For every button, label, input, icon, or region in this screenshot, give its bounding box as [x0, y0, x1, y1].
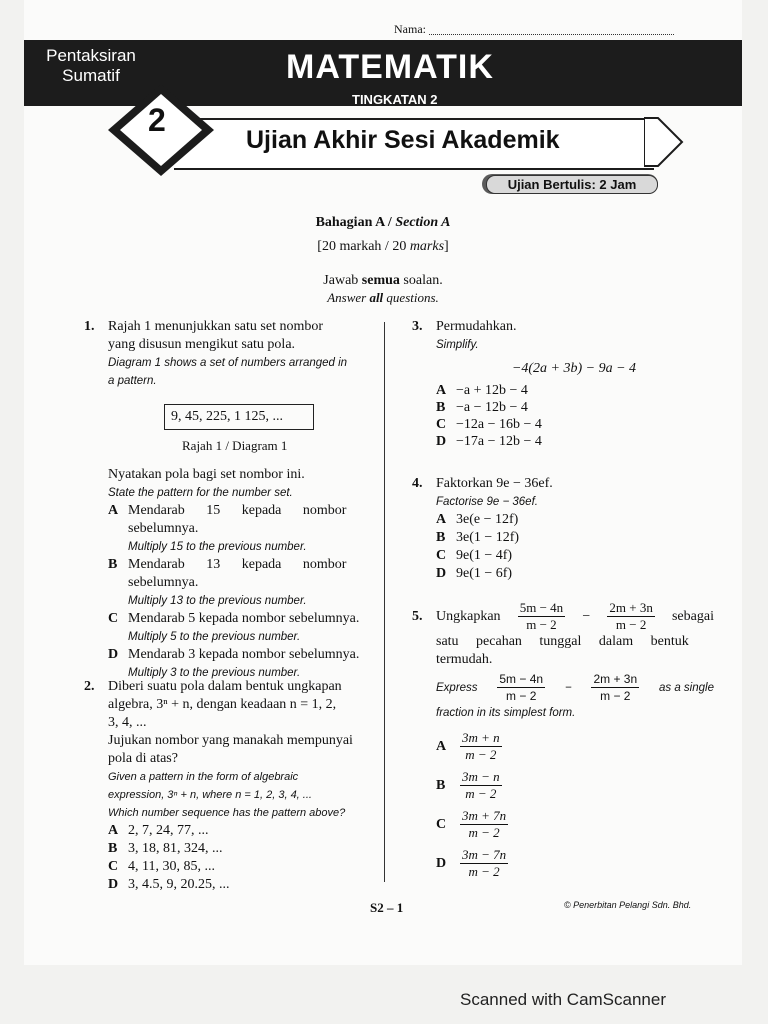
page-number: S2 – 1: [370, 900, 404, 915]
q1-option-c[interactable]: C Mendarab 5 kepada nombor sebelumnya. Multiply 5 to the previous number.: [108, 611, 360, 643]
q2-option-d[interactable]: D 3, 4.5, 9, 20.25, ...: [108, 877, 230, 892]
q2-option-b[interactable]: B 3, 18, 81, 324, ...: [108, 841, 223, 856]
q5-fraction-2: $\frac{2m + 3n}{m - 2}$: [609, 600, 653, 632]
exam-title: Ujian Akhir Sesi Akademik: [246, 126, 560, 154]
question-5: 5. Ungkapkan $\frac{5m - 4n}{m - 2}$ − $\frac{2m + 3n}{m - 2}$ sebagai satu pecahan tunggal dalam bentuk termudah. Express $\frac{5m - 4n}{m - 2}$ − $\frac{2m + 3n}{m - 2}$ as a single fraction in its simplest form. A $\frac{3m + n}{m - 2}$ B $\frac{3m - n}{m - 2}$ C $\frac{3m + 7n}{m - 2}$ D $\frac{3m - 7n}{m - 2}$: [412, 600, 714, 879]
question-4: 4. Faktorkan 9e − 36ef. Factorise 9e − 36ef. A 3e(e − 12f) B 3e(1 − 12f) C 9e(1 − 4f) D 9e(1 − 6f): [412, 475, 712, 583]
name-label: Nama:: [394, 22, 426, 36]
q3-option-a[interactable]: A −a + 12b − 4: [436, 383, 528, 398]
q5-fraction-1: $\frac{5m - 4n}{m - 2}$: [519, 600, 564, 632]
banner-arrow: [644, 116, 684, 168]
q3-option-d[interactable]: D −17a − 12b − 4: [436, 434, 542, 449]
instruction-ms: Jawab semua soalan.: [323, 273, 443, 288]
question-1: 1. Rajah 1 menunjukkan satu set nombor yang disusun mengikut satu pola. Diagram 1 shows a set of numbers arranged in a pattern. 9, 45, 225, 1 125, ... Rajah 1 / Diagram 1 Nyatakan pola bagi set nombor ini. State the pattern for the number set. A Mendarab 15 kepada nombor sebelumnya. Multiply 15 to the previous number. B Mendarab 13 kepada nombor sebelumnya. Multiply 13 to the previous number. C Mendarab 5 kepada nombor sebelumnya. Multiply 5 to the previous number. D Mendarab 3 kepada nombor sebelumnya. Multiply 3 to the previous number.: [82, 318, 372, 682]
paper-badge: Ujian Bertulis: 2 Jam: [486, 175, 658, 194]
q4-option-d[interactable]: D 9e(1 − 6f): [436, 566, 513, 581]
q4-option-a[interactable]: A 3e(e − 12f): [436, 512, 519, 527]
instruction-en: Answer all questions.: [327, 290, 439, 305]
q2-option-c[interactable]: C 4, 11, 30, 85, ...: [108, 859, 215, 874]
subject-title: MATEMATIK: [286, 48, 494, 86]
column-divider: [384, 322, 385, 882]
assessment-label: Pentaksiran Sumatif: [46, 46, 136, 85]
q3-option-c[interactable]: C −12a − 16b − 4: [436, 417, 542, 432]
q5-option-d[interactable]: D $\frac{3m - 7n}{m - 2}$: [436, 847, 507, 879]
q1-option-d[interactable]: D Mendarab 3 kepada nombor sebelumnya. Multiply 3 to the previous number.: [108, 647, 360, 679]
sequence-box: 9, 45, 225, 1 125, ...: [164, 404, 314, 430]
diagram-label: Rajah 1 / Diagram 1: [182, 438, 288, 453]
assessment-number: 2: [148, 102, 166, 138]
q1-option-a[interactable]: A Mendarab 15 kepada nombor sebelumnya. Multiply 15 to the previous number.: [108, 503, 347, 553]
q5-option-b[interactable]: B $\frac{3m - n}{m - 2}$: [436, 769, 500, 801]
name-line: [429, 34, 674, 35]
q2-option-a[interactable]: A 2, 7, 24, 77, ...: [108, 823, 209, 838]
q4-option-c[interactable]: C 9e(1 − 4f): [436, 548, 513, 563]
exam-page: [24, 0, 742, 965]
camscanner-watermark: Scanned with CamScanner: [460, 990, 667, 1009]
section-marks: [20 markah / 20 marks]: [317, 239, 449, 254]
form-label: TINGKATAN 2: [352, 92, 438, 107]
q4-option-b[interactable]: B 3e(1 − 12f): [436, 530, 520, 545]
q5-option-c[interactable]: C $\frac{3m + 7n}{m - 2}$: [436, 808, 507, 840]
copyright: © Penerbitan Pelangi Sdn. Bhd.: [564, 900, 692, 910]
question-3: 3. Permudahkan. Simplify. −4(2a + 3b) − 9a − 4 A −a + 12b − 4 B −a − 12b − 4 C −12a − 16b − 4 D −17a − 12b − 4: [412, 318, 712, 450]
q3-option-b[interactable]: B −a − 12b − 4: [436, 400, 528, 415]
q3-expression: −4(2a + 3b) − 9a − 4: [511, 361, 637, 376]
q1-option-b[interactable]: B Mendarab 13 kepada nombor sebelumnya. Multiply 13 to the previous number.: [108, 557, 347, 607]
question-2: 2. Diberi suatu pola dalam bentuk ungkapan algebra, 3ⁿ + n, dengan keadaan n = 1, 2, 3, 4, ... Jujukan nombor yang manakah mempunyai pola di atas? Given a pattern in the form of algebraic expression, 3ⁿ + n, where n = 1, 2, 3, 4, ... Which number sequence has the pattern above? A 2, 7, 24, 77, ... B 3, 18, 81, 324, ... C 4, 11, 30, 85, ... D 3, 4.5, 9, 20.25, ...: [82, 678, 372, 894]
q5-option-a[interactable]: A $\frac{3m + n}{m - 2}$: [436, 730, 500, 762]
section-title: Bahagian A / Section A: [315, 215, 451, 230]
